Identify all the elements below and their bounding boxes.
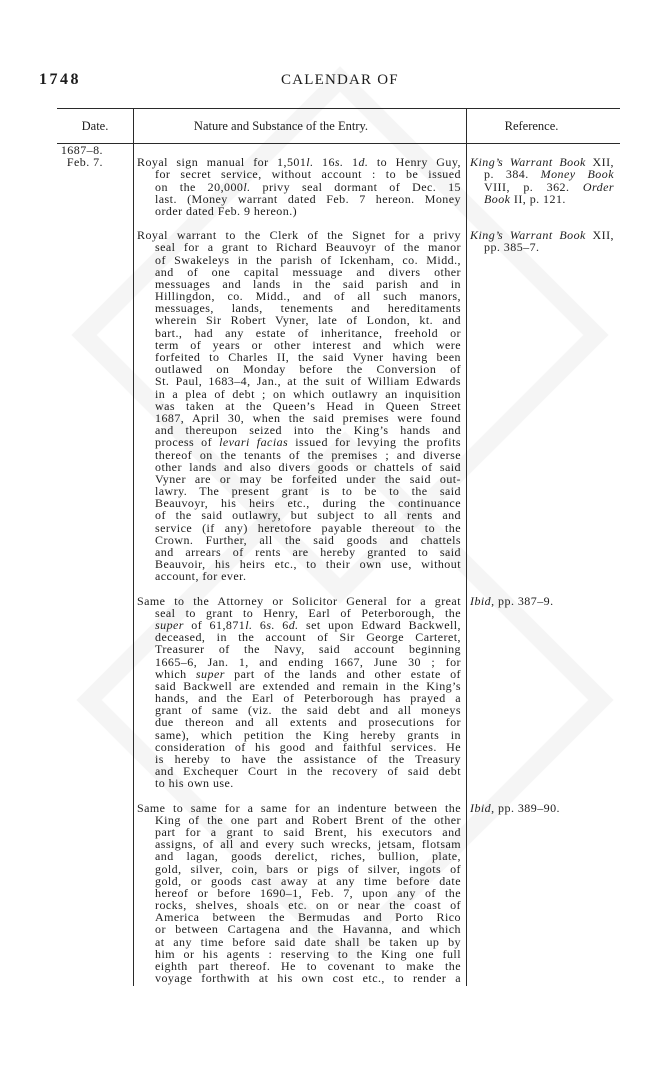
roman-text: set upon Edward Backwell,: [298, 617, 461, 632]
reference-line: [470, 802, 614, 814]
roman-text: Hillingdon, co. Midd., and of all such manors,: [155, 289, 461, 304]
entries-list: [134, 156, 620, 996]
roman-text: wherein Sir Robert Vyner, late of London, kt. and: [155, 313, 461, 328]
roman-text: last. (Money warrant dated Feb. 7 hereon. Money: [155, 191, 461, 206]
roman-text: eighth part thereof. He to covenant to make the: [155, 959, 461, 973]
roman-text: messuages and lands in the said parish and in: [155, 276, 461, 291]
roman-text: service (if any) heretofore payable thereout to the: [155, 520, 461, 535]
roman-text: , pp. 389–90.: [491, 800, 560, 815]
italic-text: Book: [484, 191, 511, 206]
roman-text: seal for a grant to Richard Beauvoyr of the manor: [155, 240, 461, 255]
roman-text: consideration of his good and faithful services. He: [155, 739, 461, 754]
roman-text: which: [155, 666, 196, 681]
roman-text: grant of same (viz. the said debt and all moneys: [155, 703, 461, 718]
entry-line: [137, 972, 461, 984]
entry-text: [134, 229, 466, 582]
roman-text: gold, silver, coin, bars or pigs of silver, ingots of: [155, 861, 461, 876]
roman-text: part of the lands and other estate of: [224, 666, 461, 681]
reference-column-header: Reference.: [504, 119, 559, 133]
entry-line: [137, 570, 461, 582]
italic-text: Order: [582, 179, 614, 194]
roman-text: on the 20,000: [155, 179, 244, 194]
roman-text: , pp. 387–9.: [491, 593, 554, 608]
italic-text: Ibid: [470, 593, 492, 608]
roman-text: 16: [313, 155, 335, 170]
roman-text: issued for levying the profits: [288, 435, 461, 450]
roman-text: Vyner are or may be forfeited under the said out-: [155, 471, 461, 486]
entry-column-header: Nature and Substance of the Entry.: [193, 119, 369, 133]
entry-line: [137, 777, 461, 789]
roman-text: hereof or before 1690–1, Feb. 7, upon any of the: [155, 885, 461, 900]
reference-line: [470, 193, 614, 205]
entry-text: [134, 156, 466, 217]
italic-text: Money Book: [540, 167, 614, 182]
roman-text: in a plea of debt ; on which outlawry an inquisition: [155, 386, 461, 401]
roman-text: Crown. Further, all the said goods and chattels: [155, 532, 461, 547]
roman-text: due thereon and all extents and prosecutions for: [155, 715, 461, 730]
entry-row: [134, 229, 620, 582]
date-day: Feb. 7.: [66, 155, 103, 170]
italic-text: King’s Warrant Book: [470, 228, 586, 243]
table-header: [57, 108, 620, 144]
roman-text: forfeited to Charles II, the said Vyner having been: [155, 350, 461, 364]
roman-text: of 61,871: [183, 617, 246, 632]
roman-text: Same to same for a same for an indenture between the: [137, 800, 461, 815]
roman-text: assigns, of all and every such wrecks, jetsam, flotsam: [155, 837, 461, 852]
roman-text: hands, and the Earl of Peterborough has prayed a: [155, 691, 461, 706]
roman-text: II, p. 121.: [510, 191, 566, 206]
roman-text: 1687, April 30, when the said premises were found: [155, 410, 461, 425]
roman-text: gold, or goods cast away at any time before date: [155, 873, 461, 888]
roman-text: Beauvoir, his heirs etc., to their own use, without: [155, 557, 461, 572]
roman-text: Beauvoyr, his heirs etc., during the continuance: [155, 496, 461, 511]
page-number: 1748: [39, 71, 81, 88]
roman-text: lawry. The present grant is to be to the said: [155, 484, 461, 499]
entry-reference: [466, 156, 620, 217]
running-title: CALENDAR OF: [281, 72, 399, 88]
roman-text: same), which petition the King hereby grants in: [155, 727, 461, 742]
roman-text: King of the one part and Robert Brent of the other: [155, 812, 461, 827]
roman-text: Royal warrant to the Clerk of the Signet for a privy: [137, 228, 461, 243]
roman-text: deceased, in the account of Sir George Carteret,: [155, 630, 461, 645]
roman-text: privy seal dormant of Dec. 15: [250, 179, 461, 194]
roman-text: messuages, lands, tenements and hereditaments: [155, 301, 461, 316]
italic-text: super: [155, 617, 184, 632]
entry-row: [134, 156, 620, 217]
roman-text: outlawed on Monday before the Conversion of: [155, 362, 461, 377]
roman-text: part for a grant to said Brent, his executors and: [155, 824, 461, 839]
roman-text: 1665–6, Jan. 1, and ending 1667, June 30 ; for: [155, 654, 461, 669]
roman-text: 6: [274, 617, 289, 632]
roman-text: Royal sign manual for 1,501: [137, 155, 307, 170]
entry-reference: [466, 595, 620, 790]
italic-text: super: [195, 666, 225, 681]
italic-text: l.: [243, 179, 251, 194]
roman-text: to Henry Guy,: [368, 155, 461, 170]
roman-text: him or his agents : reserving to the King one full: [155, 946, 461, 961]
reference-line: [470, 595, 614, 607]
roman-text: of Swakeleys in the parish of Ickenham, co. Midd.,: [155, 252, 461, 267]
reference-line: [470, 241, 614, 253]
italic-text: s.: [266, 617, 275, 632]
roman-text: process of: [155, 435, 220, 450]
roman-text: voyage forthwith at his own cost etc., to render a: [155, 971, 461, 986]
entry-text: [134, 802, 466, 985]
roman-text: VIII, p. 362.: [484, 179, 583, 194]
roman-text: order dated Feb. 9 hereon.): [155, 203, 298, 218]
entry-line: [137, 205, 461, 217]
roman-text: to his own use.: [155, 776, 234, 791]
italic-text: Ibid: [470, 800, 492, 815]
roman-text: seal to grant to Henry, Earl of Peterborough, the: [155, 605, 461, 620]
roman-text: rocks, shelves, shoals etc. on or near the coast of: [155, 898, 461, 913]
date-year: 1687–8.: [60, 143, 103, 157]
entry-row: [134, 595, 620, 790]
roman-text: and Exchequer Court in the recovery of said debt: [155, 764, 461, 779]
roman-text: for secret service, without account : to be issued: [155, 167, 461, 182]
roman-text: Same to the Attorney or Solicitor General for a great: [137, 593, 461, 608]
roman-text: and lagan, goods derelict, riches, bullion, plate,: [155, 849, 461, 864]
roman-text: bart., had any estate of inheritance, freehold or: [155, 325, 461, 340]
italic-text: l.: [245, 617, 253, 632]
entry-row: [134, 802, 620, 985]
italic-text: d.: [288, 617, 299, 632]
roman-text: is hereby to have the assistance of the Treasury: [155, 752, 461, 766]
roman-text: XII,: [585, 155, 614, 170]
roman-text: 6: [252, 617, 267, 632]
roman-text: or between Cartagena and the Havanna, and which: [155, 922, 461, 937]
roman-text: account, for ever.: [155, 569, 247, 584]
italic-text: d.: [358, 155, 369, 170]
roman-text: thereof on the tenants of the premises ; and diverse: [155, 447, 461, 462]
roman-text: and thereupon seized into the King’s hands and: [155, 423, 461, 438]
entry-reference: [466, 229, 620, 582]
date-cell: [57, 144, 103, 168]
roman-text: XII,: [585, 228, 614, 243]
roman-text: St. Paul, 1683–4, Jan., at the suit of William Edwards: [155, 374, 461, 389]
roman-text: was taken at the Queen’s Head in Queen Street: [155, 398, 461, 413]
roman-text: of the said outlawry, but subject to all rents and: [155, 508, 461, 523]
italic-text: s.: [334, 155, 344, 170]
italic-text: levari facias: [219, 435, 289, 450]
roman-text: 1: [343, 155, 359, 170]
roman-text: p. 384.: [484, 167, 541, 182]
roman-text: America between the Bermudas and Porto Rico: [155, 910, 461, 925]
italic-text: King’s Warrant Book: [470, 155, 586, 170]
date-column-header: Date.: [81, 119, 109, 133]
roman-text: term of years or other interest and which were: [155, 337, 461, 352]
roman-text: and arrears of rents are hereby granted to said: [155, 545, 461, 559]
roman-text: pp. 385–7.: [484, 240, 540, 255]
italic-text: l.: [306, 155, 314, 170]
entry-reference: [466, 802, 620, 985]
entry-text: [134, 595, 466, 790]
roman-text: at any time before said date shall be taken up by: [155, 934, 461, 949]
roman-text: and of one capital messuage and divers other: [155, 264, 461, 279]
roman-text: Treasurer of the Navy, said account beginning: [155, 642, 461, 657]
roman-text: said Backwell are extended and remain in the King’s: [155, 678, 461, 693]
calendar-table: [57, 108, 620, 986]
roman-text: other lands and also divers goods or chattels of said: [155, 459, 461, 474]
